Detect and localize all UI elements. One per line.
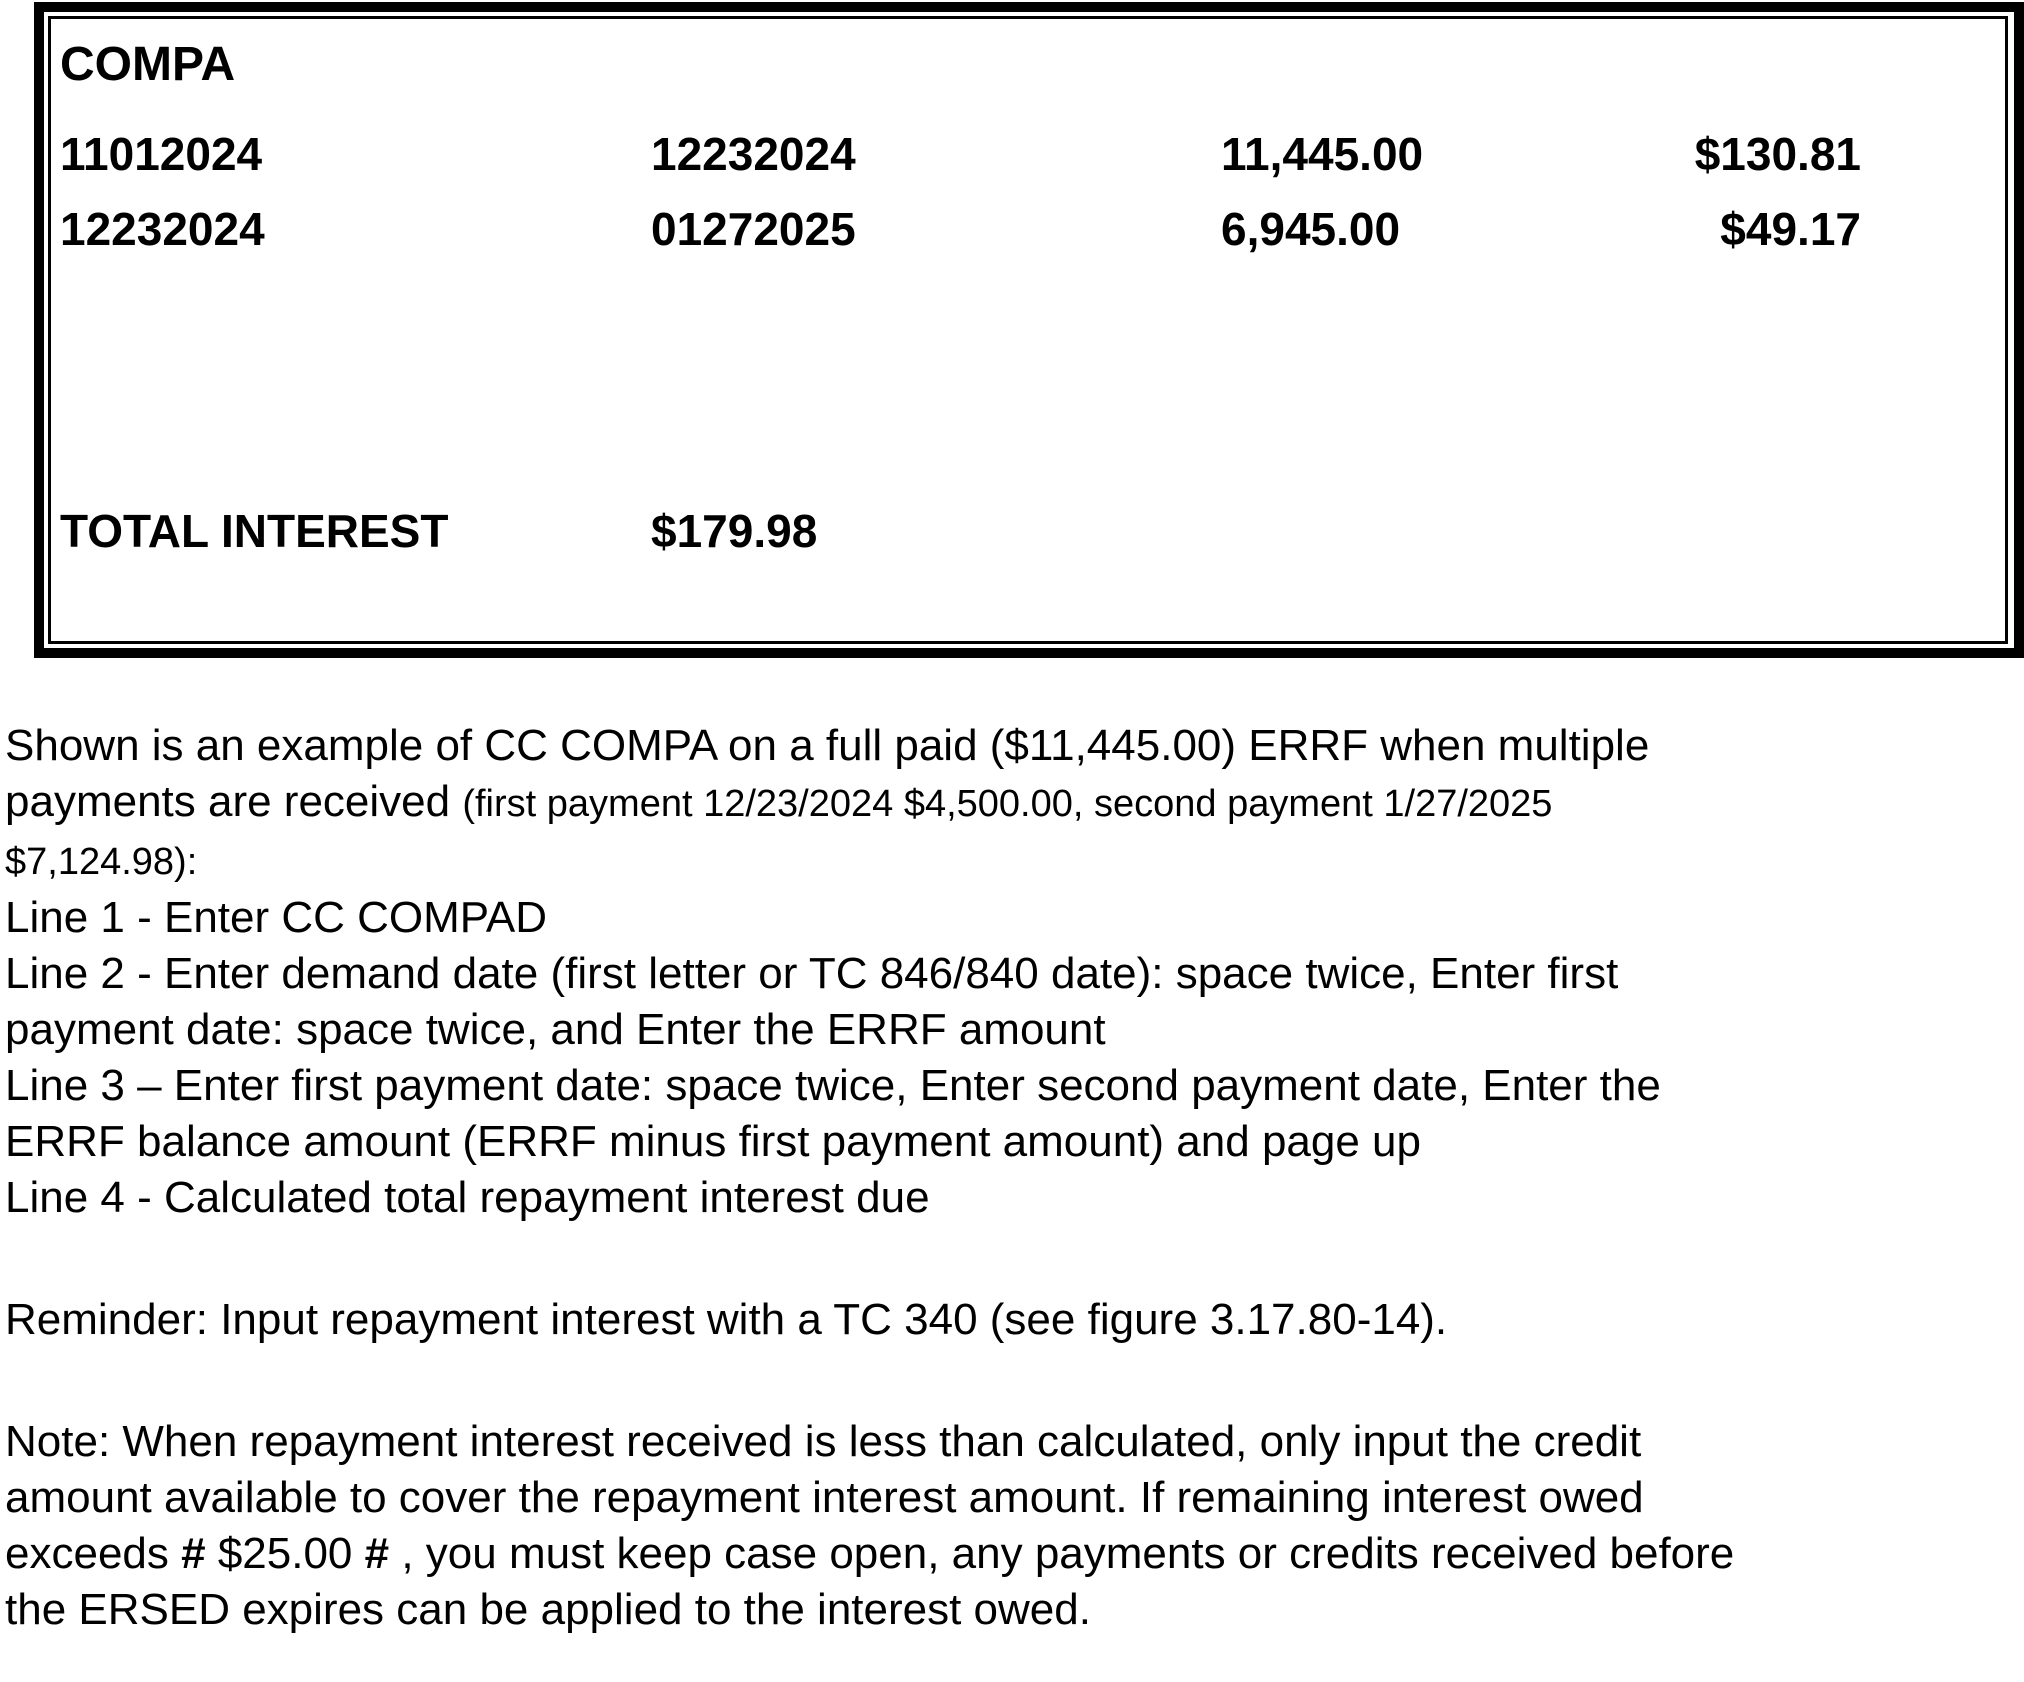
- body-line-segment: Line 2 - Enter demand date (first letter or TC 846/840 date): space twice, Enter first: [5, 949, 1619, 998]
- body-line: [5, 946, 1995, 1002]
- body-line-segment: #: [181, 1529, 206, 1578]
- body-line: [5, 1058, 1995, 1114]
- body-line: [5, 1170, 1995, 1226]
- body-line-segment: ERRF balance amount (ERRF minus first payment amount) and page up: [5, 1117, 1421, 1166]
- body-line: [5, 1582, 1995, 1638]
- cell-amount: 11,445.00: [1221, 128, 1424, 180]
- body-line-segment: Line 4 - Calculated total repayment interest due: [5, 1173, 930, 1222]
- body-line-segment: #: [364, 1529, 390, 1578]
- body-line-segment: exceeds: [5, 1529, 182, 1578]
- total-interest-label: TOTAL INTEREST: [60, 505, 449, 557]
- body-line: [5, 1414, 1995, 1470]
- body-line: [5, 1002, 1995, 1058]
- body-blank-line: [5, 1348, 1995, 1414]
- body-line-segment: Line 3 – Enter first payment date: space twice, Enter second payment date, Enter the: [5, 1061, 1661, 1110]
- body-text: [5, 718, 1995, 1638]
- body-line: [5, 1114, 1995, 1170]
- cell-demand-date: 11012024: [60, 128, 263, 180]
- table-row: [60, 202, 1861, 256]
- compa-screen-box: [34, 2, 2024, 658]
- body-line: [5, 1526, 1995, 1582]
- body-line-segment: payment date: space twice, and Enter the ERRF amount: [5, 1005, 1106, 1054]
- body-line-segment: $25.00: [205, 1529, 365, 1578]
- body-line-segment: Line 1 - Enter CC COMPAD: [5, 893, 548, 942]
- cell-interest: $49.17: [1720, 203, 1861, 255]
- table-row: [60, 127, 1861, 181]
- body-line: [5, 1292, 1995, 1348]
- body-line-segment: Shown is an example of CC COMPA on a full paid ($11,445.00) ERRF when multiple: [5, 721, 1650, 770]
- body-line-segment: Note: When repayment interest received is less than calculated, only input the credit: [5, 1417, 1642, 1466]
- total-interest-row: [60, 504, 1221, 558]
- cell-payment-date: 12232024: [651, 128, 856, 180]
- compa-screen-inner-border: [48, 16, 2008, 644]
- cell-demand-date: 12232024: [60, 203, 265, 255]
- body-line: [5, 832, 1995, 890]
- body-line: [5, 718, 1995, 774]
- body-line: [5, 890, 1995, 946]
- cell-payment-date: 01272025: [651, 203, 856, 255]
- body-line-segment: the ERSED expires can be applied to the interest owed.: [5, 1585, 1091, 1634]
- body-line: [5, 1470, 1995, 1526]
- body-line-segment: payments are received: [5, 777, 463, 826]
- screen-title: COMPA: [60, 38, 236, 91]
- body-blank-line: [5, 1226, 1995, 1292]
- cell-amount: 6,945.00: [1221, 203, 1401, 255]
- total-interest-value: $179.98: [651, 505, 818, 557]
- cell-interest: $130.81: [1694, 128, 1861, 180]
- body-line-segment: amount available to cover the repayment interest amount. If remaining interest owed: [5, 1473, 1644, 1522]
- body-line-segment: , you must keep case open, any payments or credits received before: [389, 1529, 1735, 1578]
- body-line-segment: (first payment 12/23/2024 $4,500.00, second payment 1/27/2025: [462, 783, 1553, 825]
- body-line: [5, 774, 1995, 832]
- body-line-segment: $7,124.98):: [5, 841, 198, 883]
- body-line-segment: Reminder: Input repayment interest with a TC 340 (see figure 3.17.80-14).: [5, 1295, 1448, 1344]
